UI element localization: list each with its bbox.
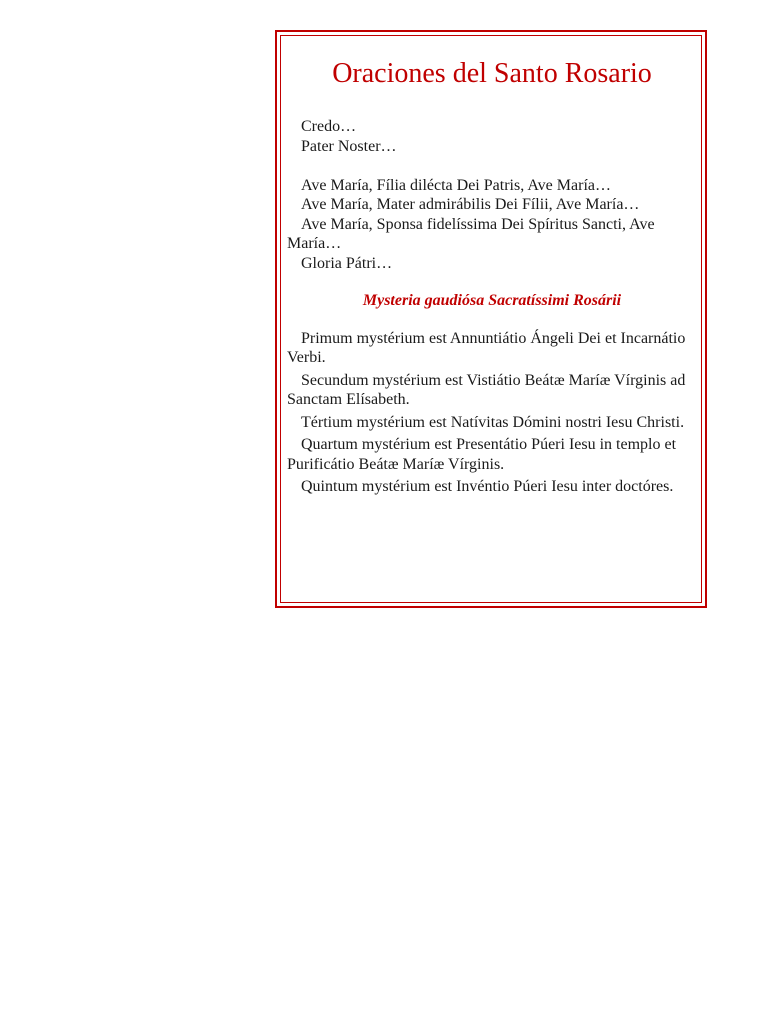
prayer-line: Pater Noster… <box>301 137 397 155</box>
ave-maria-line: Ave María, Sponsa fidelíssima Dei Spíritus Sancti, Ave María… <box>287 215 655 252</box>
mystery-paragraph: Quintum mystérium est Invéntio Púeri Iesu inter doctóres. <box>301 478 674 495</box>
spacer <box>287 156 697 176</box>
gloria-line: Gloria Pátri… <box>301 254 393 272</box>
prayer-line: Credo… <box>301 118 357 135</box>
section-title: Mysteria gaudiósa Sacratíssimi Rosárii <box>362 292 622 309</box>
page-title: Oraciones del Santo Rosario <box>332 58 652 89</box>
ave-maria-line: Ave María, Mater admirábilis Dei Fílii, Ave María… <box>301 196 640 213</box>
mystery-paragraph: Tértium mystérium est Natívitas Dómini nostri Iesu Christi. <box>301 413 685 431</box>
mystery-paragraph: Primum mystérium est Annuntiátio Ángeli Dei et Incarnátio Verbi. <box>287 329 686 366</box>
page-border <box>275 30 707 608</box>
mystery-paragraph: Quartum mystérium est Presentátio Púeri Iesu in templo et Purificátio Beátæ Maríæ Vírginis. <box>287 436 677 473</box>
ave-maria-line: Ave María, Fília dilécta Dei Patris, Ave María… <box>301 176 611 194</box>
mystery-paragraph: Secundum mystérium est Vistiátio Beátæ Maríæ Vírginis ad Sanctam Elísabeth. <box>287 371 686 408</box>
page-content <box>287 57 697 500</box>
